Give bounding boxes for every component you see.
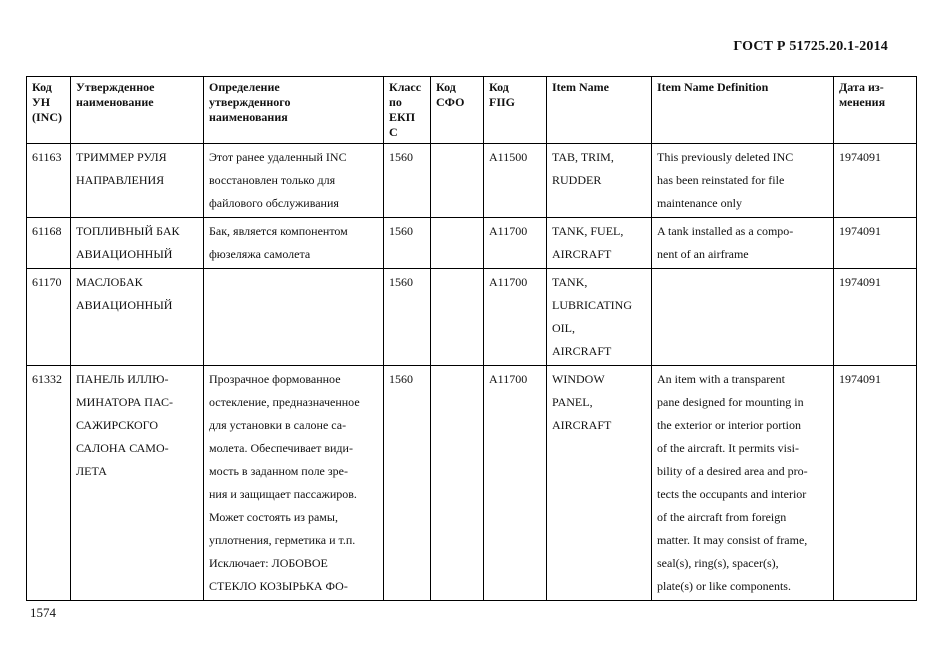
- cell-line: ПАНЕЛЬ ИЛЛЮ-: [76, 372, 169, 386]
- cell-approved-name: [71, 366, 204, 601]
- cell-item-name: [547, 366, 652, 601]
- cell-line: the exterior or interior portion: [657, 418, 801, 432]
- cell-approved-name: [71, 218, 204, 269]
- cell-line: АВИАЦИОННЫЙ: [76, 247, 173, 261]
- cell-change-date: 1974091: [834, 218, 917, 269]
- cell-line: bility of a desired area and pro-: [657, 464, 808, 478]
- header-fiig-code: Код FIIG: [484, 77, 547, 144]
- cell-line: фюзеляжа самолета: [209, 247, 311, 261]
- cell-line: Бак, является компонентом: [209, 224, 348, 238]
- cell-line: seal(s), ring(s), spacer(s),: [657, 556, 779, 570]
- cell-line: An item with a transparent: [657, 372, 785, 386]
- cell-line: файлового обслуживания: [209, 196, 339, 210]
- cell-item-name-definition: [652, 366, 834, 601]
- table-row: [27, 144, 917, 218]
- cell-line: TANK,: [552, 275, 588, 289]
- cell-line: ТРИММЕР РУЛЯ: [76, 150, 167, 164]
- cell-line: СТЕКЛО КОЗЫРЬКА ФО-: [209, 579, 348, 593]
- cell-line: TAB, TRIM,: [552, 150, 614, 164]
- cell-inc-code: 61170: [27, 269, 71, 366]
- cell-line: maintenance only: [657, 196, 742, 210]
- cell-line: АВИАЦИОННЫЙ: [76, 298, 173, 312]
- cell-line: молета. Обеспечивает види-: [209, 441, 353, 455]
- cell-name-definition: [204, 269, 384, 366]
- cell-item-name-definition: [652, 269, 834, 366]
- cell-line: САЖИРСКОГО: [76, 418, 158, 432]
- cell-line: of the aircraft from foreign: [657, 510, 787, 524]
- cell-line: WINDOW: [552, 372, 605, 386]
- table-row: [27, 218, 917, 269]
- cell-line: nent of an airframe: [657, 247, 749, 261]
- cell-line: This previously deleted INC: [657, 150, 794, 164]
- cell-line: ЛЕТА: [76, 464, 107, 478]
- cell-change-date: 1974091: [834, 366, 917, 601]
- cell-fiig-code: A11700: [484, 218, 547, 269]
- cell-sfo-code: [431, 366, 484, 601]
- cell-sfo-code: [431, 269, 484, 366]
- cell-line: САЛОНА САМО-: [76, 441, 169, 455]
- cell-name-definition: [204, 218, 384, 269]
- header-inc-code: Код УН (INC): [27, 77, 71, 144]
- cell-sfo-code: [431, 218, 484, 269]
- cell-line: Может состоять из рамы,: [209, 510, 338, 524]
- cell-line: уплотнения, герметика и т.п.: [209, 533, 356, 547]
- header-ekps-class: Класс по ЕКП С: [384, 77, 431, 144]
- cell-item-name: [547, 144, 652, 218]
- cell-line: AIRCRAFT: [552, 247, 612, 261]
- cell-inc-code: 61168: [27, 218, 71, 269]
- table-header-row: [27, 77, 917, 144]
- cell-item-name: [547, 269, 652, 366]
- cell-line: plate(s) or like components.: [657, 579, 791, 593]
- cell-inc-code: 61332: [27, 366, 71, 601]
- cell-ekps-class: 1560: [384, 269, 431, 366]
- cell-fiig-code: A11700: [484, 269, 547, 366]
- cell-line: ТОПЛИВНЫЙ БАК: [76, 224, 180, 238]
- cell-ekps-class: 1560: [384, 144, 431, 218]
- cell-line: matter. It may consist of frame,: [657, 533, 808, 547]
- cell-line: of the aircraft. It permits visi-: [657, 441, 799, 455]
- header-item-name-definition: Item Name Definition: [652, 77, 834, 144]
- cell-line: has been reinstated for file: [657, 173, 785, 187]
- cell-line: LUBRICATING: [552, 298, 632, 312]
- cell-line: A tank installed as a compo-: [657, 224, 794, 238]
- cell-change-date: 1974091: [834, 269, 917, 366]
- cell-item-name-definition: [652, 144, 834, 218]
- cell-line: остекление, предназначенное: [209, 395, 360, 409]
- cell-line: НАПРАВЛЕНИЯ: [76, 173, 165, 187]
- cell-line: RUDDER: [552, 173, 602, 187]
- cell-ekps-class: 1560: [384, 366, 431, 601]
- cell-line: OIL,: [552, 321, 575, 335]
- cell-line: Исключает: ЛОБОВОЕ: [209, 556, 328, 570]
- cell-change-date: 1974091: [834, 144, 917, 218]
- cell-line: AIRCRAFT: [552, 418, 612, 432]
- catalog-table: [26, 76, 917, 601]
- page-number: 1574: [30, 605, 56, 620]
- header-item-name: Item Name: [547, 77, 652, 144]
- table-row: [27, 366, 917, 601]
- header-sfo-code: Код СФО: [431, 77, 484, 144]
- cell-line: Прозрачное формованное: [209, 372, 341, 386]
- cell-line: TANK, FUEL,: [552, 224, 624, 238]
- cell-approved-name: [71, 144, 204, 218]
- cell-fiig-code: A11500: [484, 144, 547, 218]
- cell-line: МИНАТОРА ПАС-: [76, 395, 173, 409]
- cell-line: восстановлен только для: [209, 173, 336, 187]
- cell-item-name-definition: [652, 218, 834, 269]
- cell-line: pane designed for mounting in: [657, 395, 804, 409]
- cell-approved-name: [71, 269, 204, 366]
- cell-line: Этот ранее удаленный INC: [209, 150, 347, 164]
- document-id: ГОСТ Р 51725.20.1-2014: [733, 39, 888, 54]
- cell-line: PANEL,: [552, 395, 593, 409]
- cell-line: tects the occupants and interior: [657, 487, 807, 501]
- cell-name-definition: [204, 144, 384, 218]
- cell-sfo-code: [431, 144, 484, 218]
- cell-inc-code: 61163: [27, 144, 71, 218]
- cell-line: МАСЛОБАК: [76, 275, 143, 289]
- cell-item-name: [547, 218, 652, 269]
- header-change-date: Дата из- менения: [834, 77, 917, 144]
- cell-line: мость в заданном поле зре-: [209, 464, 348, 478]
- cell-name-definition: [204, 366, 384, 601]
- cell-ekps-class: 1560: [384, 218, 431, 269]
- header-name-definition: Определение утвержденного наименования: [204, 77, 384, 144]
- cell-line: для установки в салоне са-: [209, 418, 347, 432]
- cell-fiig-code: A11700: [484, 366, 547, 601]
- cell-line: ния и защищает пассажиров.: [209, 487, 357, 501]
- table-row: [27, 269, 917, 366]
- header-approved-name: Утвержденное наименование: [71, 77, 204, 144]
- cell-line: AIRCRAFT: [552, 344, 612, 358]
